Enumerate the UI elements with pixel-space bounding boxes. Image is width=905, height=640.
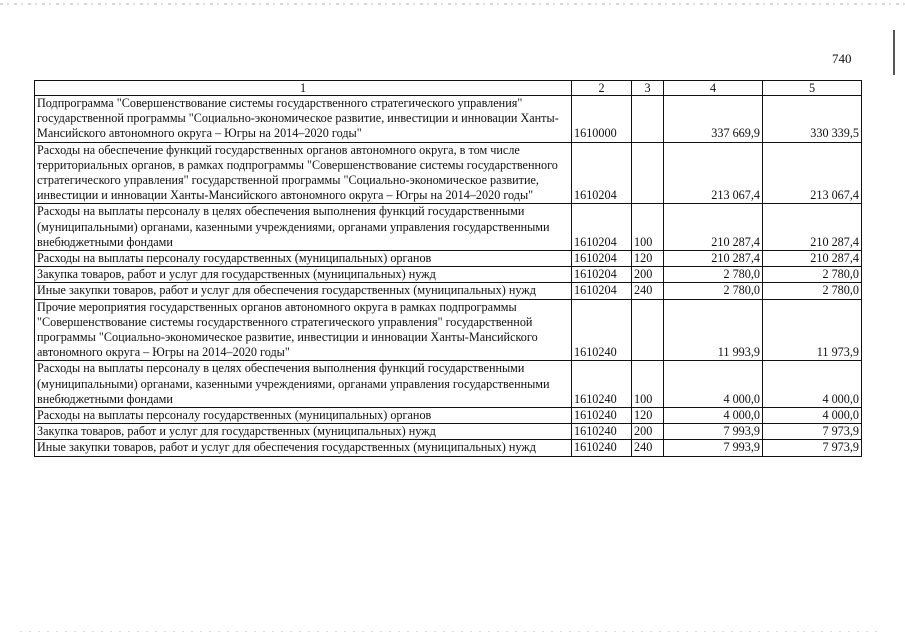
row-amount-4: 11 993,9 bbox=[664, 299, 763, 361]
row-amount-5: 213 067,4 bbox=[763, 142, 862, 204]
scan-top-edge bbox=[0, 3, 905, 5]
page-number: 740 bbox=[832, 51, 852, 66]
row-expense-type: 120 bbox=[632, 251, 664, 267]
row-amount-4: 4 000,0 bbox=[664, 361, 763, 408]
row-amount-4: 7 993,9 bbox=[664, 440, 763, 456]
table-row bbox=[35, 283, 862, 299]
row-target-code: 1610240 bbox=[572, 440, 632, 456]
table-row bbox=[35, 204, 862, 251]
header-row bbox=[35, 81, 862, 96]
row-expense-type: 100 bbox=[632, 204, 664, 251]
row-amount-5: 4 000,0 bbox=[763, 408, 862, 424]
header-col-4: 4 bbox=[664, 81, 763, 96]
table-row bbox=[35, 408, 862, 424]
row-amount-5: 2 780,0 bbox=[763, 267, 862, 283]
budget-table bbox=[34, 80, 862, 457]
row-expense-type bbox=[632, 96, 664, 143]
row-target-code: 1610204 bbox=[572, 267, 632, 283]
row-amount-5: 210 287,4 bbox=[763, 204, 862, 251]
row-amount-4: 4 000,0 bbox=[664, 408, 763, 424]
row-target-code: 1610204 bbox=[572, 283, 632, 299]
row-expense-type bbox=[632, 299, 664, 361]
table-row bbox=[35, 251, 862, 267]
row-amount-4: 213 067,4 bbox=[664, 142, 763, 204]
table-row bbox=[35, 299, 862, 361]
table-row bbox=[35, 440, 862, 456]
row-target-code: 1610240 bbox=[572, 424, 632, 440]
header-col-3: 3 bbox=[632, 81, 664, 96]
row-description: Расходы на обеспечение функций государственных органов автономного округа, в том числе территориальных органов, в рамках подпрограммы "Совершенствование системы государственного стратегического управления" государственной программы "Социально-экономическое развитие, инвестиции и инновации Ханты-Мансийского автономного округа – Югры на 2014–2020 годы" bbox=[35, 142, 572, 204]
scan-right-edge bbox=[893, 30, 895, 75]
row-amount-4: 2 780,0 bbox=[664, 283, 763, 299]
table-row bbox=[35, 142, 862, 204]
row-amount-5: 210 287,4 bbox=[763, 251, 862, 267]
row-expense-type: 200 bbox=[632, 424, 664, 440]
row-expense-type: 120 bbox=[632, 408, 664, 424]
row-description: Иные закупки товаров, работ и услуг для обеспечения государственных (муниципальных) нужд bbox=[35, 440, 572, 456]
row-target-code: 1610240 bbox=[572, 299, 632, 361]
row-description: Иные закупки товаров, работ и услуг для обеспечения государственных (муниципальных) нужд bbox=[35, 283, 572, 299]
row-description: Расходы на выплаты персоналу государственных (муниципальных) органов bbox=[35, 408, 572, 424]
row-target-code: 1610204 bbox=[572, 142, 632, 204]
row-amount-4: 210 287,4 bbox=[664, 251, 763, 267]
row-amount-5: 11 973,9 bbox=[763, 299, 862, 361]
row-expense-type bbox=[632, 142, 664, 204]
row-amount-4: 337 669,9 bbox=[664, 96, 763, 143]
row-target-code: 1610240 bbox=[572, 361, 632, 408]
row-description: Расходы на выплаты персоналу в целях обеспечения выполнения функций государственными (муниципальными) органами, казенными учреждениями, органами управления государственными внебюджетными фондами bbox=[35, 361, 572, 408]
row-target-code: 1610204 bbox=[572, 251, 632, 267]
header-col-1: 1 bbox=[35, 81, 572, 96]
row-expense-type: 240 bbox=[632, 440, 664, 456]
row-expense-type: 100 bbox=[632, 361, 664, 408]
table-row bbox=[35, 424, 862, 440]
row-amount-4: 2 780,0 bbox=[664, 267, 763, 283]
row-target-code: 1610240 bbox=[572, 408, 632, 424]
row-description: Подпрограмма "Совершенствование системы государственного стратегического управления" государственной программы "Социально-экономическое развитие, инвестиции и инновации Ханты-Мансийского автономного округа – Югры на 2014–2020 годы" bbox=[35, 96, 572, 143]
row-description: Прочие мероприятия государственных органов автономного округа в рамках подпрограммы "Совершенствование системы государственного стратегического управления" государственной программы "Социально-экономическое развитие, инвестиции и инновации Ханты-Мансийского автономного округа – Югры на 2014–2020 годы" bbox=[35, 299, 572, 361]
row-amount-5: 7 973,9 bbox=[763, 440, 862, 456]
scan-bottom-edge bbox=[20, 631, 880, 632]
row-amount-5: 7 973,9 bbox=[763, 424, 862, 440]
header-col-5: 5 bbox=[763, 81, 862, 96]
header-col-2: 2 bbox=[572, 81, 632, 96]
row-amount-4: 7 993,9 bbox=[664, 424, 763, 440]
table-row bbox=[35, 96, 862, 143]
row-target-code: 1610204 bbox=[572, 204, 632, 251]
row-expense-type: 240 bbox=[632, 283, 664, 299]
table-row bbox=[35, 267, 862, 283]
row-amount-5: 2 780,0 bbox=[763, 283, 862, 299]
row-description: Закупка товаров, работ и услуг для государственных (муниципальных) нужд bbox=[35, 267, 572, 283]
row-amount-4: 210 287,4 bbox=[664, 204, 763, 251]
row-description: Закупка товаров, работ и услуг для государственных (муниципальных) нужд bbox=[35, 424, 572, 440]
table-row bbox=[35, 361, 862, 408]
row-description: Расходы на выплаты персоналу государственных (муниципальных) органов bbox=[35, 251, 572, 267]
row-target-code: 1610000 bbox=[572, 96, 632, 143]
row-amount-5: 4 000,0 bbox=[763, 361, 862, 408]
row-expense-type: 200 bbox=[632, 267, 664, 283]
row-amount-5: 330 339,5 bbox=[763, 96, 862, 143]
row-description: Расходы на выплаты персоналу в целях обеспечения выполнения функций государственными (муниципальными) органами, казенными учреждениями, органами управления государственными внебюджетными фондами bbox=[35, 204, 572, 251]
